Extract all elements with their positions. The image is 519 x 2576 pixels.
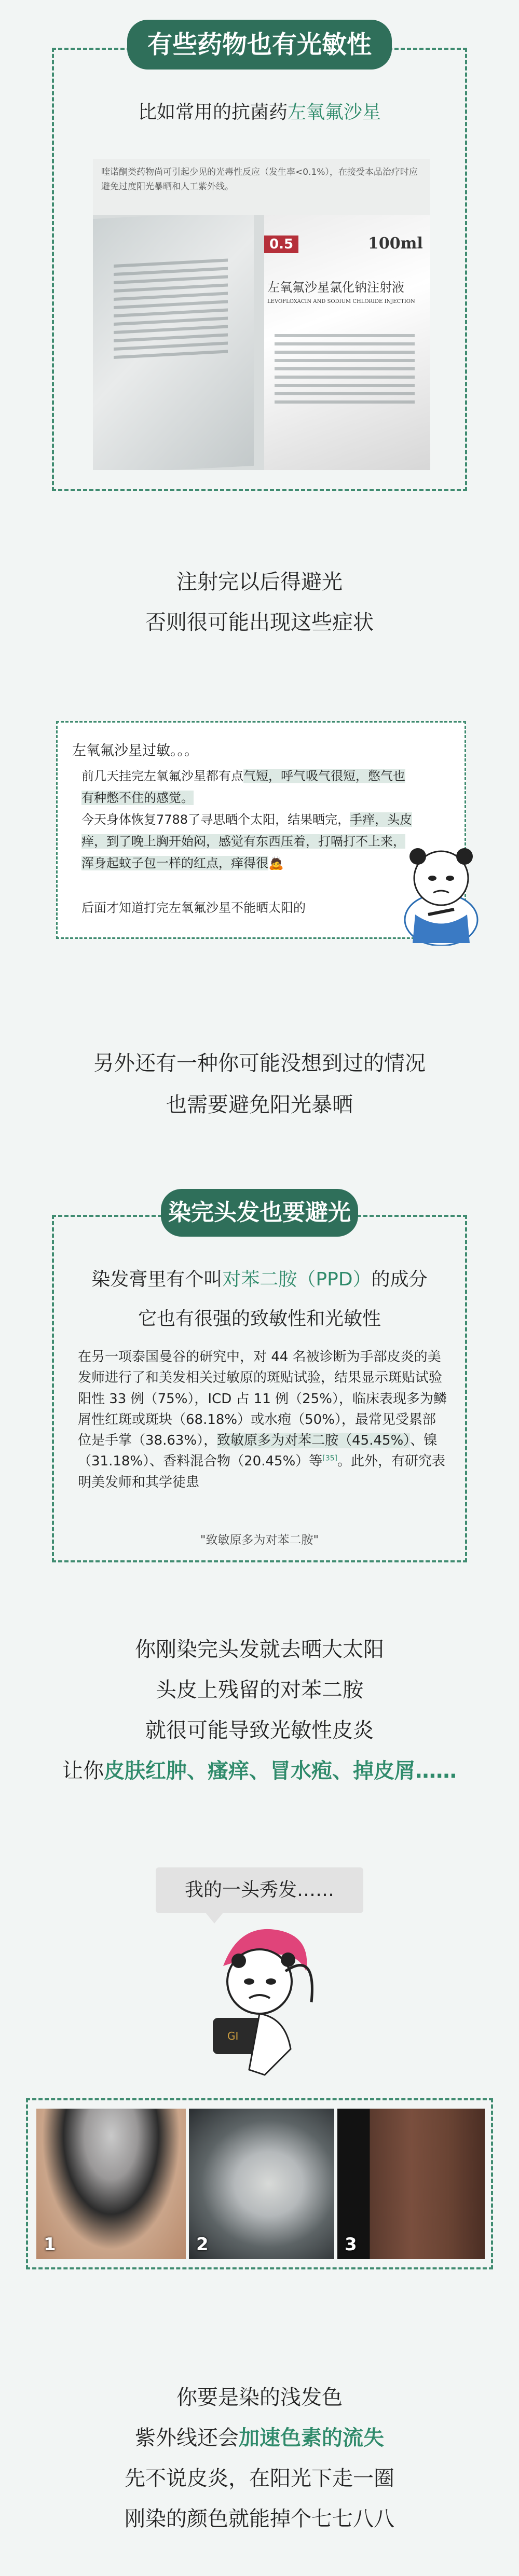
text-line: 否则很可能出现这些症状 [145, 611, 374, 634]
photo-number: 1 [44, 2234, 56, 2255]
text-line: 刚染的颜色就能掉个七七八八 [125, 2507, 394, 2531]
text-line: 也需要避免阳光暴晒 [166, 1093, 353, 1117]
bag-drug-name-en: LEVOFLOXACIN AND SODIUM CHLORIDE INJECTION [267, 299, 415, 304]
section-heading-hair-dye: 染完头发也要避光 [161, 1189, 358, 1237]
symptoms-line: 让你皮肤红肿、瘙痒、冒水疱、掉皮屑…… [62, 1759, 457, 1783]
photo-forehead [36, 2109, 186, 2259]
text-line: 紫外线还会加速色素的流失 [135, 2426, 384, 2450]
panda-meme-sticker [397, 837, 485, 946]
photo-scalp [189, 2109, 334, 2259]
post-paragraph-3: 后面才知道打完左氧氟沙星不能晒太阳的 [81, 901, 306, 915]
ppd-property-line: 它也有很强的致敏性和光敏性 [138, 1308, 381, 1329]
highlight-text: 加速色素的流失 [239, 2426, 384, 2450]
text-line: 你刚染完头发就去晒大太阳 [135, 1638, 384, 1661]
ppd-highlight: 对苯二胺（PPD） [222, 1269, 372, 1290]
dermatitis-photos-box [26, 2098, 493, 2269]
text-line: 注射完以后得避光 [176, 570, 343, 594]
symptoms-highlight: 皮肤红肿、瘙痒、冒水疱、掉皮屑 [104, 1759, 415, 1783]
bow-emoji: 🙇 [268, 856, 284, 870]
post-paragraph-1: 前几天挂完左氧氟沙星都有点气短，呼气吸气很短，憋气也有种憋不住的感觉。 [81, 769, 405, 805]
bag-volume: 100ml [368, 234, 423, 253]
section-heading-drugs: 有些药物也有光敏性 [127, 20, 392, 70]
speech-bubble: 我的一头秀发…… [156, 1867, 363, 1913]
study-excerpt: 在另一项泰国曼谷的研究中，对 44 名被诊断为手部皮炎的美发师进行了和美发相关过敏原的斑贴试验，结果显示斑贴试验阳性 33 例（75%），ICD 占 11 例（25%），临床表现多为鳞屑性红斑或斑块（68.18%）或水疱（50%），最常见受累部位是手掌（38.63%），致敏原多为对苯二胺（45.45%）、镍（31.18%）、香料混合物（20.45%）等[35]。此外，有研究表明美发师和其学徒患 [78, 1349, 447, 1490]
text-line: 就很可能导致光敏性皮炎 [145, 1719, 374, 1742]
iv-bag-back [93, 211, 254, 470]
levofloxacin-bag-photo [93, 159, 430, 470]
reference-mark: [35] [322, 1454, 338, 1463]
excerpt-caption: "致敏原多为对苯二胺" [200, 1533, 319, 1547]
highlighted-text: 手痒，头皮痒，到了晚上胸开始闷，感觉有东西压着，打嗝打不上来，浑身起蚊子包一样的红点，痒得很 [81, 812, 413, 870]
photo-number: 3 [345, 2234, 357, 2255]
text-line: 头皮上残留的对苯二胺 [156, 1678, 363, 1702]
bag-dose-label: 0.5 [264, 236, 298, 253]
hair-dye-meme-sticker [182, 1919, 337, 2080]
ppd-intro-line: 染发膏里有个叫对苯二胺（PPD）的成分 [91, 1269, 428, 1290]
iv-bag-front [264, 215, 430, 470]
photo-ear-neck [337, 2109, 485, 2259]
bag-drug-name: 左氧氟沙星氯化钠注射液 [267, 280, 404, 295]
forum-post-box [56, 721, 466, 939]
svg-text:GI: GI [227, 2030, 239, 2042]
post-paragraph-2: 今天身体恢复7788了寻思晒个太阳，结果晒完，手痒，头皮痒，到了晚上胸开始闷，感觉有东西压着，打嗝打不上来，浑身起蚊子包一样的红点，痒得很🙇 [81, 812, 413, 870]
drug-photosensitivity-box [52, 30, 467, 491]
drug-name-highlight: 左氧氟沙星 [288, 102, 381, 123]
hair-dye-box [52, 1199, 467, 1562]
drug-subtitle: 比如常用的抗菌药左氧氟沙星 [138, 102, 381, 123]
text-line: 另外还有一种你可能没想到过的情况 [93, 1051, 426, 1075]
photo-number: 2 [196, 2234, 209, 2255]
text-line: 你要是染的浅发色 [176, 2386, 343, 2409]
text-line: 先不说皮炎，在阳光下走一圈 [125, 2467, 394, 2490]
highlighted-text: 致敏原多为对苯二胺（45.45%） [217, 1433, 411, 1449]
highlighted-text: 气短，呼气吸气很短，憋气也有种憋不住的感觉。 [81, 769, 405, 805]
drug-warning-note: 喹诺酮类药物尚可引起少见的光毒性反应（发生率<0.1%），在接受本品治疗时应避免过度阳光暴晒和人工紫外线。 [93, 159, 430, 215]
post-title: 左氧氟沙星过敏。。。 [72, 743, 198, 759]
